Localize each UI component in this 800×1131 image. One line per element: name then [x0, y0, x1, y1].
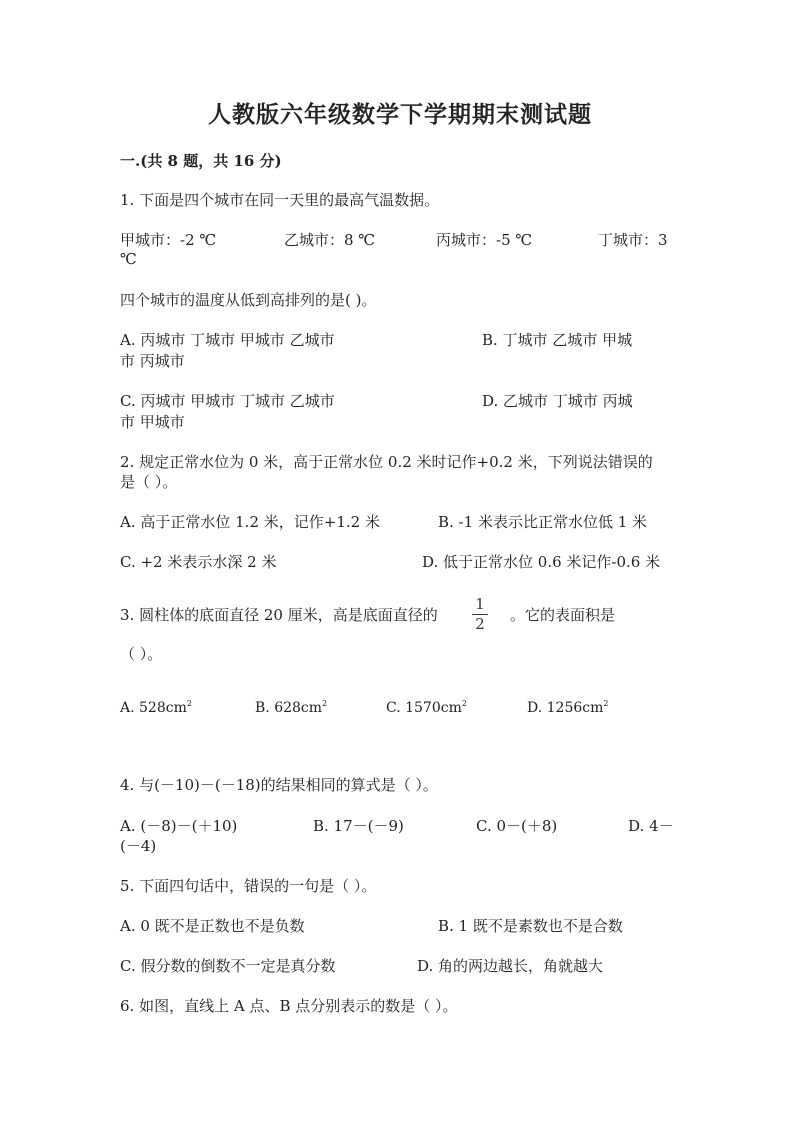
- q4-option-a[interactable]: A. (－8)－(＋10): [120, 817, 238, 835]
- city-jia: 甲城市：-2 ℃: [120, 231, 217, 249]
- question-3-stem-cont: 。它的表面积是: [510, 606, 616, 624]
- question-5-stem: 5. 下面四句话中，错误的一句是（ ）。: [120, 877, 377, 895]
- q1-option-b[interactable]: B. 丁城市 乙城市 甲城: [482, 331, 633, 349]
- city-bing: 丙城市：-5 ℃: [436, 231, 533, 249]
- question-2-stem-cont: 是（ ）。: [120, 473, 178, 491]
- q1-option-d[interactable]: D. 乙城市 丁城市 丙城: [482, 392, 633, 410]
- q5-option-a[interactable]: A. 0 既不是正数也不是负数: [120, 917, 305, 935]
- q3-option-a[interactable]: [120, 699, 192, 716]
- fraction-one-half: [470, 596, 490, 633]
- question-3-blank: （ ）。: [120, 645, 163, 663]
- q2-option-c[interactable]: C. +2 米表示水深 2 米: [120, 553, 277, 571]
- q5-option-c[interactable]: C. 假分数的倒数不一定是真分数: [120, 957, 336, 975]
- superscript: 2: [603, 699, 609, 708]
- q2-option-d[interactable]: D. 低于正常水位 0.6 米记作-0.6 米: [422, 553, 661, 571]
- q3-option-b[interactable]: [255, 699, 327, 716]
- superscript: 2: [186, 699, 192, 708]
- city-ding-unit: ℃: [120, 250, 137, 268]
- q3-option-a-text: A. 528cm: [120, 700, 187, 716]
- q3-option-d-text: D. 1256cm: [527, 700, 604, 716]
- question-4-stem: 4. 与(－10)－(－18)的结果相同的算式是（ ）。: [120, 776, 438, 794]
- q4-option-c[interactable]: C. 0－(＋8): [476, 817, 558, 835]
- q3-option-c-text: C. 1570cm: [386, 700, 462, 716]
- question-1-stem: 1. 下面是四个城市在同一天里的最高气温数据。: [120, 191, 440, 209]
- fraction-denominator: 2: [475, 615, 485, 633]
- q4-option-b[interactable]: B. 17－(－9): [313, 817, 404, 835]
- section-header: 一.(共 8 题，共 16 分): [120, 152, 282, 170]
- q3-option-b-text: B. 628cm: [255, 700, 323, 716]
- question-6-stem: 6. 如图，直线上 A 点、B 点分别表示的数是（ ）。: [120, 997, 458, 1015]
- city-ding: 丁城市：3: [598, 231, 668, 249]
- q4-option-d[interactable]: D. 4－: [628, 817, 674, 835]
- q2-option-a[interactable]: A. 高于正常水位 1.2 米，记作+1.2 米: [120, 513, 380, 531]
- q3-option-c[interactable]: [386, 699, 467, 716]
- city-yi: 乙城市：8 ℃: [284, 231, 376, 249]
- q3-option-d[interactable]: [527, 699, 608, 716]
- question-1-prompt: 四个城市的温度从低到高排列的是( )。: [120, 291, 377, 309]
- superscript: 2: [461, 699, 467, 708]
- superscript: 2: [322, 699, 328, 708]
- q4-option-d-cont: (－4): [120, 837, 157, 855]
- question-3-stem: 3. 圆柱体的底面直径 20 厘米，高是底面直径的: [120, 606, 438, 624]
- q1-option-d-cont: 市 甲城市: [120, 413, 185, 431]
- page-title: 人教版六年级数学下学期期末测试题: [208, 101, 592, 128]
- q1-option-a[interactable]: A. 丙城市 丁城市 甲城市 乙城市: [120, 331, 335, 349]
- q5-option-b[interactable]: B. 1 既不是素数也不是合数: [438, 917, 623, 935]
- question-2-stem: 2. 规定正常水位为 0 米，高于正常水位 0.2 米时记作+0.2 米，下列说法错误的: [120, 453, 653, 471]
- fraction-numerator: 1: [475, 595, 485, 613]
- q5-option-d[interactable]: D. 角的两边越长，角就越大: [417, 957, 604, 975]
- q1-option-c[interactable]: C. 丙城市 甲城市 丁城市 乙城市: [120, 392, 335, 410]
- q2-option-b[interactable]: B. -1 米表示比正常水位低 1 米: [438, 513, 648, 531]
- q1-option-b-cont: 市 丙城市: [120, 352, 185, 370]
